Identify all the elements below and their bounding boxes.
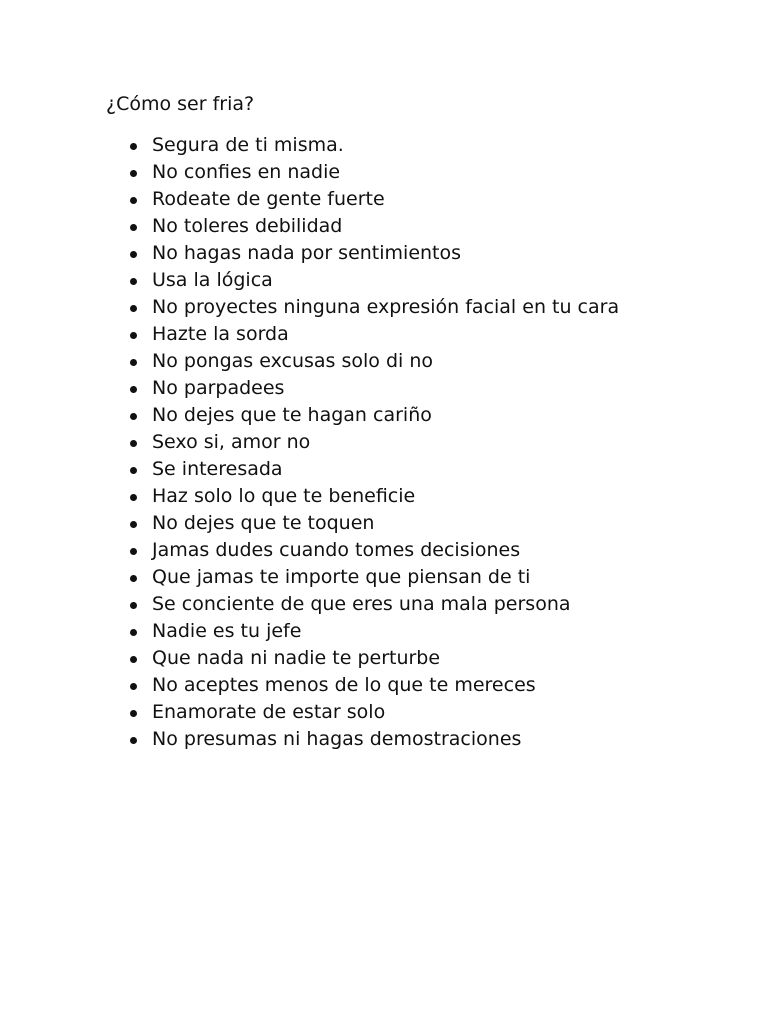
bullet-icon	[130, 683, 137, 690]
bullet-icon	[130, 602, 137, 609]
bullet-icon	[130, 521, 137, 528]
list-item-text: No dejes que te toquen	[152, 512, 375, 534]
list-item	[106, 240, 619, 267]
list-item-text: Segura de ti misma.	[152, 134, 344, 156]
bullet-icon	[130, 386, 137, 393]
list-item-text: Haz solo lo que te beneficie	[152, 485, 416, 507]
list-item	[106, 186, 619, 213]
list-item	[106, 591, 619, 618]
list-item-text: No aceptes menos de lo que te mereces	[152, 674, 536, 696]
list-item	[106, 483, 619, 510]
bullet-icon	[130, 170, 137, 177]
bullet-icon	[130, 710, 137, 717]
list-item-text: No toleres debilidad	[152, 215, 343, 237]
bullet-icon	[130, 305, 137, 312]
list-item	[106, 348, 619, 375]
list-item	[106, 564, 619, 591]
list-item-text: No proyectes ninguna expresión facial en tu cara	[152, 296, 620, 318]
list-item	[106, 132, 619, 159]
bullet-icon	[130, 251, 137, 258]
list-item-text: No dejes que te hagan cariño	[152, 404, 432, 426]
list-item-text: Jamas dudes cuando tomes decisiones	[152, 539, 521, 561]
list-item-text: Sexo si, amor no	[152, 431, 311, 453]
list-item	[106, 159, 619, 186]
bullet-icon	[130, 629, 137, 636]
bullet-icon	[130, 332, 137, 339]
list-item	[106, 510, 619, 537]
bullet-icon	[130, 278, 137, 285]
list-item-text: Que jamas te importe que piensan de ti	[152, 566, 531, 588]
list-item	[106, 618, 619, 645]
bullet-icon	[130, 413, 137, 420]
bullet-icon	[130, 440, 137, 447]
list-item-text: Que nada ni nadie te perturbe	[152, 647, 441, 669]
list-item	[106, 699, 619, 726]
list-item-text: Se conciente de que eres una mala persona	[152, 593, 571, 615]
list-item	[106, 213, 619, 240]
list-item-text: Enamorate de estar solo	[152, 701, 386, 723]
list-item	[106, 726, 619, 753]
list-item	[106, 267, 619, 294]
bullet-list	[106, 132, 619, 753]
list-item-text: No parpadees	[152, 377, 285, 399]
list-item	[106, 537, 619, 564]
list-item	[106, 645, 619, 672]
list-item	[106, 321, 619, 348]
bullet-icon	[130, 197, 137, 204]
list-item-text: Nadie es tu jefe	[152, 620, 302, 642]
list-item-text: Hazte la sorda	[152, 323, 289, 345]
bullet-icon	[130, 143, 137, 150]
list-item	[106, 672, 619, 699]
bullet-icon	[130, 359, 137, 366]
list-item-text: Usa la lógica	[152, 269, 273, 291]
list-item	[106, 456, 619, 483]
list-item-text: Rodeate de gente fuerte	[152, 188, 385, 210]
bullet-icon	[130, 548, 137, 555]
bullet-icon	[130, 737, 137, 744]
list-item	[106, 402, 619, 429]
bullet-icon	[130, 224, 137, 231]
list-item-text: No confies en nadie	[152, 161, 341, 183]
list-item	[106, 429, 619, 456]
bullet-icon	[130, 656, 137, 663]
bullet-icon	[130, 467, 137, 474]
list-item-text: Se interesada	[152, 458, 283, 480]
list-item-text: No presumas ni hagas demostraciones	[152, 728, 522, 750]
document-title: ¿Cómo ser fria?	[106, 93, 255, 115]
list-item	[106, 294, 619, 321]
bullet-icon	[130, 575, 137, 582]
list-item	[106, 375, 619, 402]
list-item-text: No pongas excusas solo di no	[152, 350, 433, 372]
bullet-icon	[130, 494, 137, 501]
list-item-text: No hagas nada por sentimientos	[152, 242, 462, 264]
